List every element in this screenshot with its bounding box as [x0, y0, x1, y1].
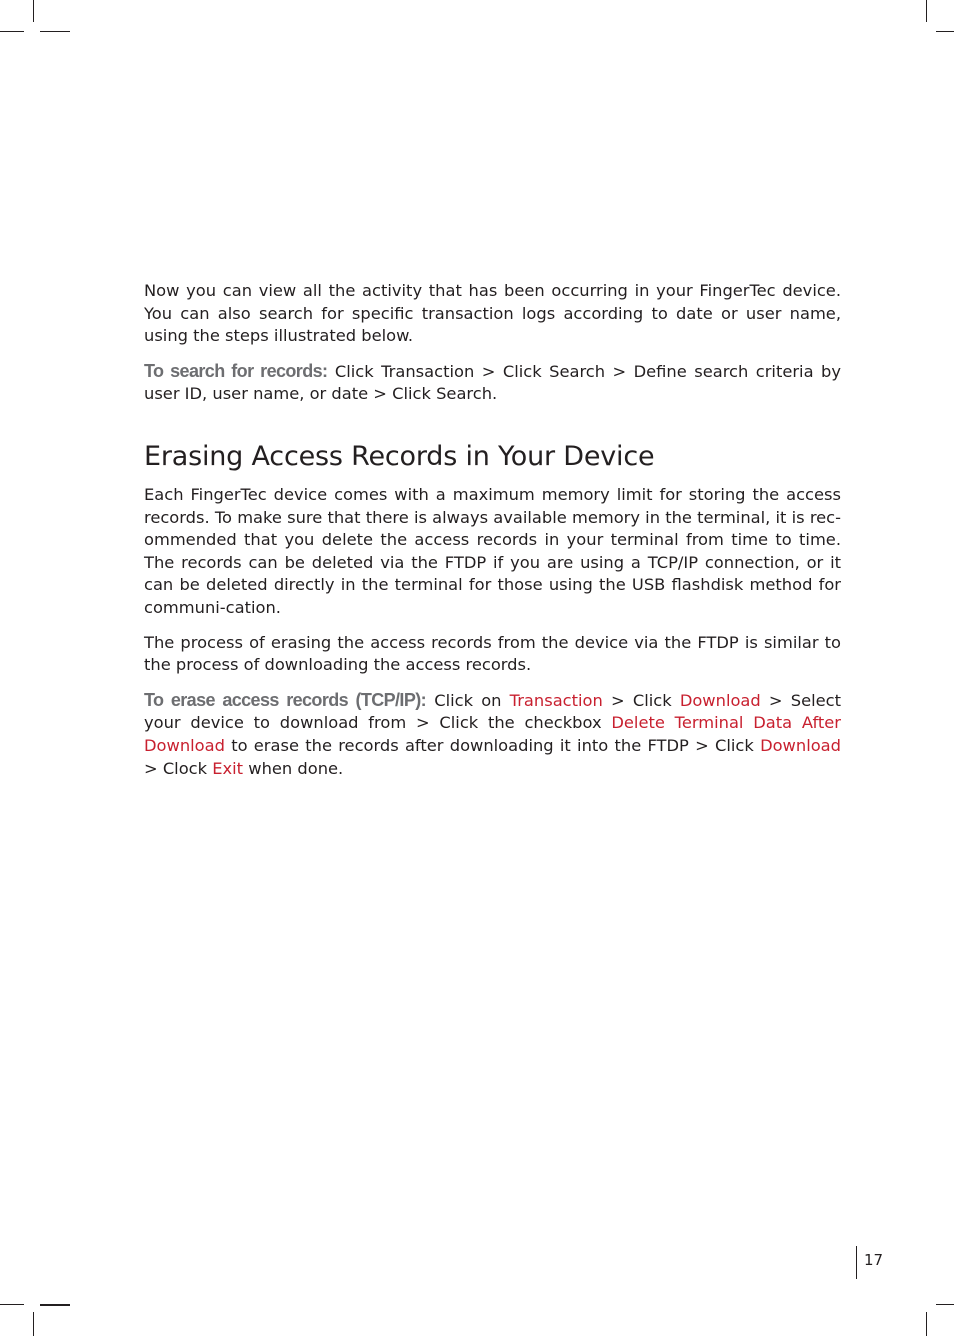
erase-tcpip-text: Click on	[426, 690, 510, 710]
crop-mark	[0, 31, 24, 32]
crop-mark	[926, 1312, 927, 1336]
crop-mark	[33, 1312, 34, 1336]
intro-paragraph: Now you can view all the activity that has been occurring in your FingerTec device. You can also search for specific transaction logs according to date or user name, using the steps illustrated below.	[144, 281, 841, 346]
page-number-divider	[856, 1246, 857, 1279]
erase-tcpip-paragraph	[144, 689, 841, 780]
page-number: 17	[864, 1251, 884, 1269]
delete-terminal-data-checkbox-label: Delete Terminal Data After Download	[144, 713, 841, 755]
search-records-text: Click Transaction > Click Search > Define search criteria by user ID, user name, or date > Click Search.	[144, 361, 841, 404]
crop-mark	[0, 1304, 24, 1305]
search-records-lead: To search for records:	[144, 360, 328, 381]
exit-link: Exit	[212, 758, 244, 778]
crop-mark	[936, 31, 954, 32]
erase-tcpip-text: > Select your device to download from > Click the checkbox	[144, 690, 841, 733]
transaction-link: Transaction	[509, 690, 603, 710]
erasing-paragraph-2: The process of erasing the access records from the device via the FTDP is similar to the process of downloading the access records.	[144, 632, 841, 675]
crop-mark	[936, 1304, 954, 1305]
search-records-paragraph	[144, 360, 841, 406]
section-heading: Erasing Access Records in Your Device	[144, 440, 655, 472]
download-link: Download	[760, 735, 841, 755]
erase-tcpip-lead: To erase access records (TCP/IP):	[144, 689, 427, 710]
crop-mark	[33, 0, 34, 22]
page-content	[144, 280, 841, 792]
erasing-paragraph-1: Each FingerTec device comes with a maximum memory limit for storing the access records. To make sure that there is always available memory in the terminal, it is rec-ommended that you delete the access records in your terminal from time to time. The records can be deleted via the FTDP if you are using a TCP/IP connection, or it can be deleted directly in the terminal for those using the USB flashdisk method for communi-cation.	[144, 484, 841, 617]
erase-tcpip-text: > Clock	[144, 758, 213, 778]
crop-mark	[926, 0, 927, 22]
crop-mark	[40, 31, 70, 32]
download-link: Download	[679, 690, 761, 710]
crop-mark	[40, 1304, 70, 1306]
erase-tcpip-text: to erase the records after downloading it into the FTDP > Click	[224, 735, 761, 755]
erase-tcpip-text: > Click	[602, 690, 680, 710]
erase-tcpip-text: when done.	[243, 758, 344, 778]
